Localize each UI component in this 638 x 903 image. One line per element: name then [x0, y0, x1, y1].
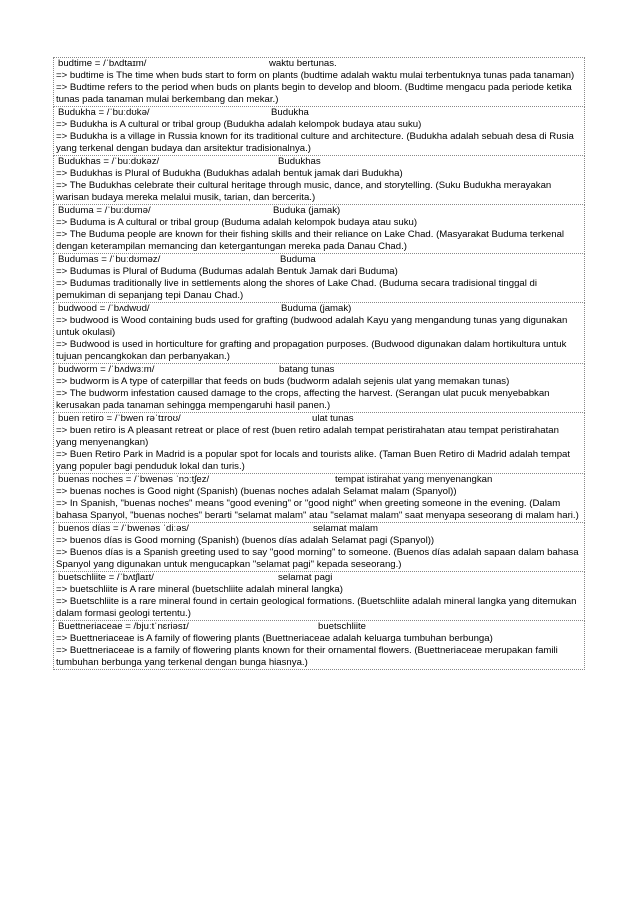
entry-definition: => buetschliite is A rare mineral (buetschliite adalah mineral langka)	[56, 584, 343, 595]
dictionary-entry	[53, 156, 585, 205]
entry-term: Buettneriaceae = /bjuːtˈnɛriəsɪ/	[58, 621, 189, 632]
entry-translation: ulat tunas	[312, 413, 354, 424]
entry-translation: Buduma	[280, 254, 316, 265]
entry-term: budtime = /ˈbʌdtaɪm/	[58, 58, 147, 69]
entry-definition: => Budukha is A cultural or tribal group (Budukha adalah kelompok budaya atau suku)	[56, 119, 422, 130]
entry-translation: selamat pagi	[278, 572, 333, 583]
entry-example: => Buetschliite is a rare mineral found in certain geological formations. (Buetschliite adalah mineral langka yang ditemukan dalam formasi geologi tertentu.)	[56, 596, 577, 619]
entry-term: Budukhas = /ˈbuːdʊkəz/	[58, 156, 160, 167]
entry-term: budworm = /ˈbʌdwɜːm/	[58, 364, 155, 375]
entry-definition: => budwood is Wood containing buds used for grafting (budwood adalah Kayu yang mengandung tunas yang digunakan untuk okulasi)	[56, 315, 568, 338]
entry-definition: => buenas noches is Good night (Spanish) (buenas noches adalah Selamat malam (Spanyol))	[56, 486, 457, 497]
entry-translation: waktu bertunas.	[269, 58, 337, 69]
entry-translation: selamat malam	[313, 523, 379, 534]
entry-example: => Buen Retiro Park in Madrid is a popular spot for locals and tourists alike. (Taman Buen Retiro di Madrid adalah tempat yang populer bagi penduduk lokal dan turis.)	[56, 449, 571, 472]
entry-definition: => Budumas is Plural of Buduma (Budumas adalah Bentuk Jamak dari Buduma)	[56, 266, 398, 277]
dictionary-entry	[53, 364, 585, 413]
entry-translation: tempat istirahat yang menyenangkan	[335, 474, 493, 485]
entry-term: buetschliite = /ˈbʌtʃlaɪt/	[58, 572, 154, 583]
dictionary-entry	[53, 205, 585, 254]
entry-definition: => budtime is The time when buds start to form on plants (budtime adalah waktu mulai terbentuknya tunas pada tanaman)	[56, 70, 575, 81]
entry-example: => The Budukhas celebrate their cultural heritage through music, dance, and storytelling. (Suku Budukha merayakan warisan budaya mereka melalui musik, tarian, dan bercerita.)	[56, 180, 552, 203]
entry-translation: Buduka (jamak)	[273, 205, 341, 216]
entry-definition: => Budukhas is Plural of Budukha (Budukhas adalah bentuk jamak dari Budukha)	[56, 168, 403, 179]
entry-example: => Buettneriaceae is a family of flowering plants known for their ornamental flowers. (Buettneriaceae merupakan famili tumbuhan berbunga yang terkenal dengan bunga hiasnya.)	[56, 645, 558, 668]
entry-term: buen retiro = /ˈbwen rəˈtɪroʊ/	[58, 413, 181, 424]
dictionary-entry	[53, 474, 585, 523]
entry-example: => Budumas traditionally live in settlements along the shores of Lake Chad. (Buduma secara tradisional tinggal di pemukiman di sepanjang tepi Danau Chad.)	[56, 278, 538, 301]
entry-example: => Buenos días is a Spanish greeting used to say "good morning" to someone. (Buenos días adalah sapaan dalam bahasa Spanyol yang digunakan untuk mengucapkan "selamat pagi" kepada seseorang.)	[56, 547, 579, 570]
entry-term: budwood = /ˈbʌdwʊd/	[58, 303, 150, 314]
entry-term: buenas noches = /ˈbwenəs ˈnɔːtʃez/	[58, 474, 210, 485]
entry-example: => The Buduma people are known for their fishing skills and their reliance on Lake Chad. (Masyarakat Buduma terkenal dengan keterampilan memancing dan ketergantungan mereka pada Danau Chad.)	[56, 229, 565, 252]
dictionary-entry	[53, 107, 585, 156]
entry-example: => Budwood is used in horticulture for grafting and propagation purposes. (Budwood digunakan dalam hortikultura untuk tujuan pencangkokan dan perbanyakan.)	[56, 339, 567, 362]
entry-example: => Budukha is a village in Russia known for its traditional culture and architecture. (Budukha adalah sebuah desa di Rusia yang terkenal dengan budaya dan arsitektur tradisionalnya.)	[56, 131, 574, 154]
entry-term: Budumas = /ˈbuːdʊməz/	[58, 254, 161, 265]
entry-translation: buetschliite	[318, 621, 366, 632]
dictionary-entry	[53, 303, 585, 364]
entry-example: => Budtime refers to the period when buds on plants begin to develop and bloom. (Budtime mengacu pada periode ketika tunas pada tanaman mulai berkembang dan mekar.)	[56, 82, 572, 105]
entry-translation: Budukhas	[278, 156, 321, 167]
entry-example: => The budworm infestation caused damage to the crops, affecting the harvest. (Serangan ulat pucuk menyebabkan kerusakan pada tanaman sehingga mempengaruhi hasil panen.)	[56, 388, 550, 411]
entry-definition: => Buduma is A cultural or tribal group (Buduma adalah kelompok budaya atau suku)	[56, 217, 418, 228]
entry-term: Buduma = /ˈbuːdʊmə/	[58, 205, 151, 216]
entry-translation: batang tunas	[279, 364, 335, 375]
dictionary-entry	[53, 413, 585, 474]
entry-example: => In Spanish, "buenas noches" means "good evening" or "good night" when greeting someone in the evening. (Dalam bahasa Spanyol, "buenas noches" berarti "selamat malam" atau "selamat malam" saat menyapa seseorang di malam hari.)	[56, 498, 579, 521]
entry-translation: Buduma (jamak)	[281, 303, 352, 314]
entry-term: Budukha = /ˈbuːdʊkə/	[58, 107, 150, 118]
dictionary-entry	[53, 572, 585, 621]
document-page	[53, 57, 585, 670]
entry-definition: => Buettneriaceae is A family of flowering plants (Buettneriaceae adalah keluarga tumbuhan berbunga)	[56, 633, 493, 644]
dictionary-entry	[53, 254, 585, 303]
entry-definition: => buenos días is Good morning (Spanish) (buenos días adalah Selamat pagi (Spanyol))	[56, 535, 435, 546]
entry-definition: => buen retiro is A pleasant retreat or place of rest (buen retiro adalah tempat peristirahatan atau tempat peristirahatan yang menyenangkan)	[56, 425, 559, 448]
entry-term: buenos días = /ˈbwenəs ˈdiːəs/	[58, 523, 189, 534]
entry-translation: Budukha	[271, 107, 309, 118]
entry-definition: => budworm is A type of caterpillar that feeds on buds (budworm adalah sejenis ulat yang memakan tunas)	[56, 376, 510, 387]
dictionary-entry	[53, 621, 585, 670]
dictionary-entry	[53, 523, 585, 572]
dictionary-entry	[53, 57, 585, 107]
